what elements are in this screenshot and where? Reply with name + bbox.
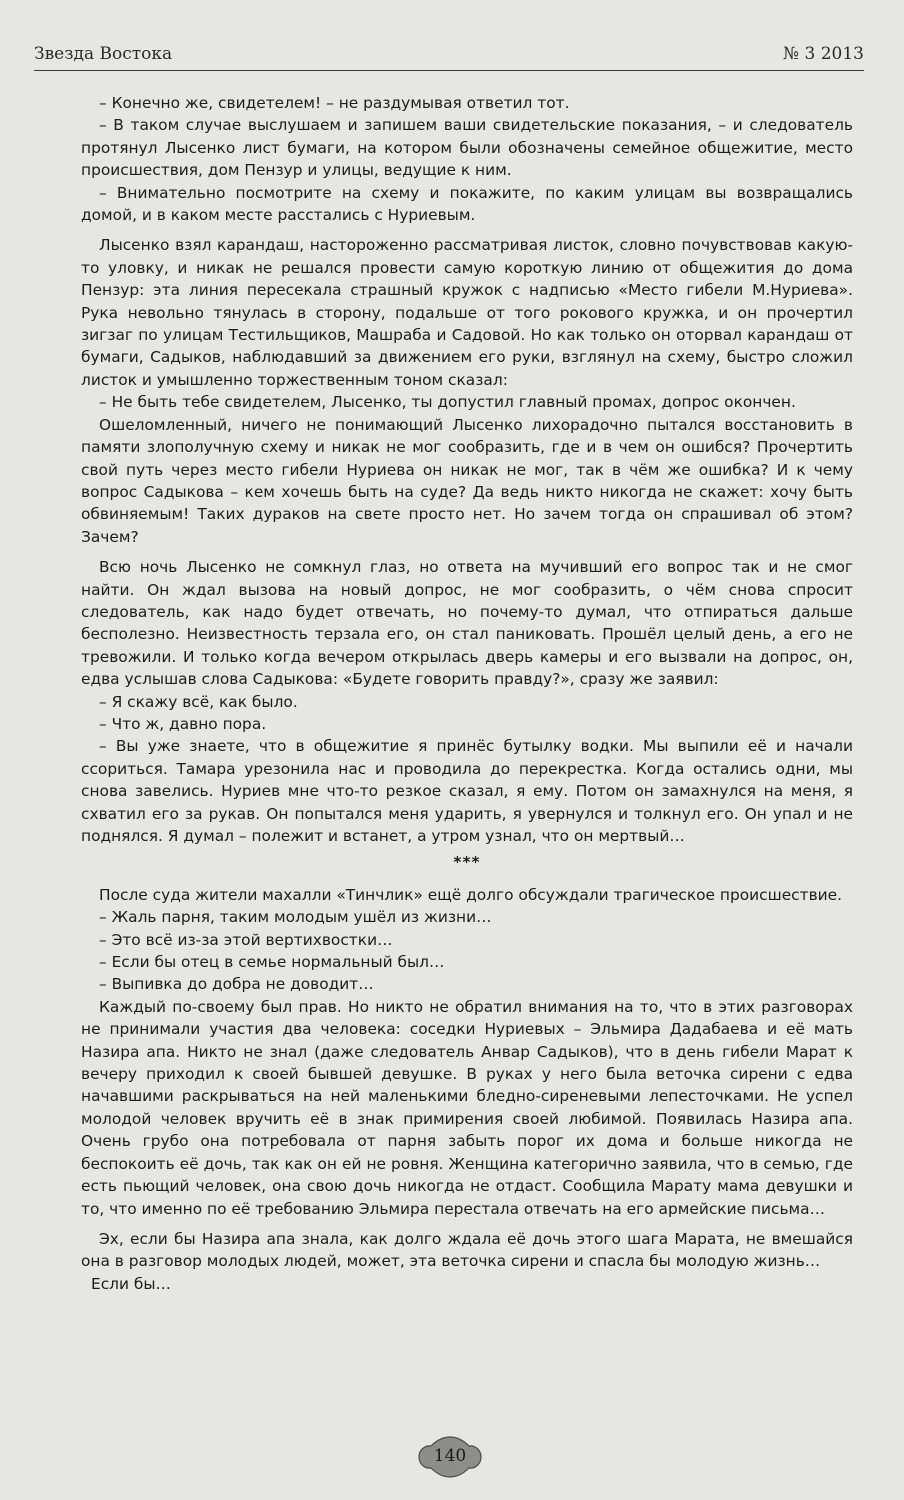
paragraph: – Выпивка до добра не доводит… [99,975,374,994]
paragraph: Если бы… [91,1274,171,1293]
paragraph: Каждый по-своему был прав. Но никто не обратил внимания на то, что в этих разговорах не принимали участия два человека: соседки Нуриевых – Эльмира Дадабаева и её мать Назира апа. Никто не знал (даже следователь Анвар Садыков), что в день гибели Марат к вечеру приходил к своей бывшей девушке. В руках у него была веточка сирени с едва начавшими раскрываться на ней маленькими бледно-сиреневыми лепесточками. Не успел молодой человек вручить её в знак примирения своей любимой. Появилась Назира апа. Очень грубо она потребовала от парня забыть порог их дома и больше никогда не беспокоить её дочь, так как он ей не ровня. Женщина категорично заявила, что в семью, где есть пьющий человек, она свою дочь никогда не отдаст. Сообщила Марату мама девушки и то, что именно по её требованию Эльмира перестала отвечать на его армейские письма… [81,997,853,1218]
section-separator: *** [453,853,481,872]
paragraph: – Вы уже знаете, что в общежитие я принёс бутылку водки. Мы выпили её и начали ссориться. Тамара урезонила нас и проводила до перекрестка. Когда остались одни, мы снова завелись. Нуриев мне что-то резкое сказал, я ему. Потом он замахнулся на меня, я схватил его за рукав. Он попытался меня ударить, я увернулся и толкнул его. Он упал и не поднялся. Я думал – полежит и встанет, а утром узнал, что он мертвый… [81,737,853,845]
running-header [34,42,864,71]
paragraph: Ошеломленный, ничего не понимающий Лысенко лихорадочно пытался восстановить в памяти злополучную схему и никак не мог сообразить, где и в чем он ошибся? Прочертить свой путь через место гибели Нуриева он никак не мог, так в чём же ошибка? И к чему вопрос Садыкова – кем хочешь быть на суде? Да ведь никто никогда не скажет: хочу быть обвиняемым! Таких дураков на свете просто нет. Но зачем тогда он спрашивал об этом? Зачем? [81,415,853,546]
paragraph: – Это всё из-за этой вертихвостки… [99,930,393,949]
paragraph: Лысенко взял карандаш, настороженно рассматривая листок, словно почувствовав какую-то уловку, и никак не решался провести самую короткую линию от общежития до дома Пензур: эта линия пересекала страшный кружок с надписью «Место гибели М.Нуриева». Рука невольно тянулась в сторону, подальше от того рокового кружка, и он прочертил зигзаг по улицам Тестильщиков, Машраба и Садовой. Но как только он оторвал карандаш от бумаги, Садыков, наблюдавший за движением его руки, взглянул на схему, быстро сложил листок и умышленно торжественным тоном сказал: [81,236,853,389]
paragraph: – В таком случае выслушаем и запишем ваши свидетельские показания, – и следователь протянул Лысенко лист бумаги, на котором были обозначены семейное общежитие, место происшествия, дом Пензур и улицы, ведущие к ним. [81,116,853,180]
page-number: 140 [433,1446,467,1466]
paragraph: – Не быть тебе свидетелем, Лысенко, ты допустил главный промах, допрос окончен. [99,393,796,412]
article-body [81,92,853,1295]
paragraph: – Внимательно посмотрите на схему и покажите, по каким улицам вы возвращались домой, и в каком месте расстались с Нуриевым. [81,183,853,225]
paragraph: Эх, если бы Назира апа знала, как долго ждала её дочь этого шага Марата, не вмешайся она в разговор молодых людей, может, эта веточка сирени и спасла бы молодую жизнь… [81,1229,853,1271]
paragraph: – Конечно же, свидетелем! – не раздумывая ответил тот. [99,94,570,112]
paragraph: – Если бы отец в семье нормальный был… [99,953,445,972]
page-number-badge [415,1436,485,1478]
issue-number: № 3 2013 [783,44,864,64]
paragraph: – Жаль парня, таким молодым ушёл из жизни… [99,908,492,927]
paragraph: Всю ночь Лысенко не сомкнул глаз, но ответа на мучивший его вопрос так и не смог найти. Он ждал вызова на новый допрос, не мог сообразить, о чём снова спросит следователь, как надо будет отвечать, но почему-то думал, что отпираться дальше бесполезно. Неизвестность терзала его, он стал паниковать. Прошёл целый день, а его не тревожили. И только когда вечером открылась дверь камеры и его вызвали на допрос, он, едва услышав слова Садыкова: «Будете говорить правду?», сразу же заявил: [81,558,853,689]
paragraph: – Я скажу всё, как было. [99,692,298,711]
paragraph: – Что ж, давно пора. [99,714,267,733]
journal-title: Звезда Востока [34,44,173,64]
paragraph: После суда жители махалли «Тинчлик» ещё долго обсуждали трагическое происшествие. [99,885,843,904]
